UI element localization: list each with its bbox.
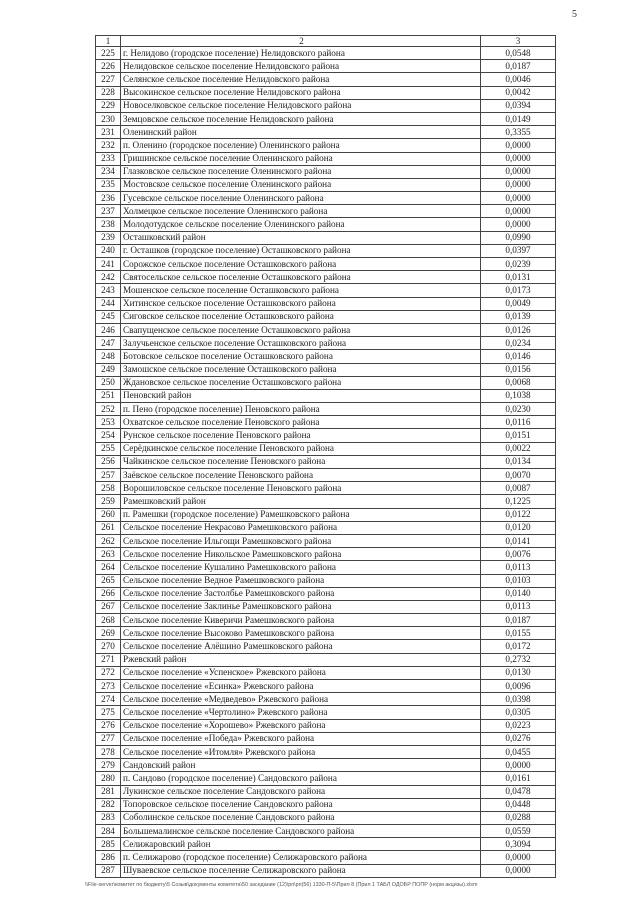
coefficient-cell: 0,0149 bbox=[481, 112, 556, 125]
table-row bbox=[96, 495, 556, 508]
settlement-name-cell: Сельское поселение «Есинка» Ржевского района bbox=[121, 680, 481, 693]
row-number-cell: 279 bbox=[96, 759, 121, 772]
column-header: 1 bbox=[96, 36, 121, 47]
coefficient-cell: 0,0000 bbox=[481, 851, 556, 864]
row-number-cell: 258 bbox=[96, 482, 121, 495]
table-row bbox=[96, 337, 556, 350]
coefficient-cell: 0,0000 bbox=[481, 864, 556, 877]
table-row bbox=[96, 482, 556, 495]
settlement-name-cell: Пеновский район bbox=[121, 389, 481, 402]
table-row bbox=[96, 653, 556, 666]
coefficient-cell: 0,0122 bbox=[481, 508, 556, 521]
settlement-name-cell: Шуваевское сельское поселение Селижаровского района bbox=[121, 864, 481, 877]
coefficient-cell: 0,0131 bbox=[481, 271, 556, 284]
coefficient-cell: 0,0156 bbox=[481, 363, 556, 376]
row-number-cell: 257 bbox=[96, 469, 121, 482]
table-row bbox=[96, 47, 556, 60]
coefficient-cell: 0,0000 bbox=[481, 759, 556, 772]
coefficient-cell: 0,0548 bbox=[481, 47, 556, 60]
table-row bbox=[96, 442, 556, 455]
settlement-name-cell: Высокинское сельское поселение Нелидовского района bbox=[121, 86, 481, 99]
row-number-cell: 254 bbox=[96, 429, 121, 442]
coefficient-cell: 0,0070 bbox=[481, 469, 556, 482]
settlement-name-cell: Сельское поселение «Итомля» Ржевского района bbox=[121, 745, 481, 758]
coefficient-cell: 0,0187 bbox=[481, 614, 556, 627]
coefficient-cell: 0,0068 bbox=[481, 376, 556, 389]
settlement-name-cell: Сельское поселение Кушалино Рамешковского района bbox=[121, 561, 481, 574]
coefficient-cell: 0,0161 bbox=[481, 772, 556, 785]
table-row bbox=[96, 60, 556, 73]
settlement-name-cell: Хитинское сельское поселение Осташковского района bbox=[121, 297, 481, 310]
table-row bbox=[96, 732, 556, 745]
row-number-cell: 266 bbox=[96, 587, 121, 600]
coefficient-cell: 0,0394 bbox=[481, 99, 556, 112]
row-number-cell: 225 bbox=[96, 47, 121, 60]
row-number-cell: 239 bbox=[96, 231, 121, 244]
row-number-cell: 282 bbox=[96, 798, 121, 811]
row-number-cell: 287 bbox=[96, 864, 121, 877]
table-row bbox=[96, 139, 556, 152]
coefficient-cell: 0,0151 bbox=[481, 429, 556, 442]
table-row bbox=[96, 284, 556, 297]
table-row bbox=[96, 680, 556, 693]
coefficient-cell: 0,0455 bbox=[481, 745, 556, 758]
settlement-name-cell: Замошское сельское поселение Осташковского района bbox=[121, 363, 481, 376]
row-number-cell: 277 bbox=[96, 732, 121, 745]
settlement-name-cell: п. Оленино (городское поселение) Оленинского района bbox=[121, 139, 481, 152]
row-number-cell: 262 bbox=[96, 534, 121, 547]
table-row bbox=[96, 363, 556, 376]
column-header: 2 bbox=[121, 36, 481, 47]
settlement-name-cell: Сельское поселение Ведное Рамешковского района bbox=[121, 574, 481, 587]
table-row bbox=[96, 693, 556, 706]
row-number-cell: 261 bbox=[96, 521, 121, 534]
table-row bbox=[96, 508, 556, 521]
settlement-name-cell: Серёдкинское сельское поселение Пеновского района bbox=[121, 442, 481, 455]
row-number-cell: 283 bbox=[96, 811, 121, 824]
settlement-name-cell: п. Пено (городское поселение) Пеновского района bbox=[121, 403, 481, 416]
settlement-name-cell: п. Сандово (городское поселение) Сандовского района bbox=[121, 772, 481, 785]
settlement-name-cell: Святосельское сельское поселение Осташковского района bbox=[121, 271, 481, 284]
coefficient-cell: 0,0187 bbox=[481, 60, 556, 73]
coefficient-cell: 0,0000 bbox=[481, 205, 556, 218]
coefficient-cell: 0,0126 bbox=[481, 323, 556, 336]
coefficient-cell: 0,0223 bbox=[481, 719, 556, 732]
table-row bbox=[96, 403, 556, 416]
settlement-name-cell: Земцовское сельское поселение Нелидовского района bbox=[121, 112, 481, 125]
table-row bbox=[96, 231, 556, 244]
row-number-cell: 233 bbox=[96, 152, 121, 165]
settlement-name-cell: Нелидовское сельское поселение Нелидовского района bbox=[121, 60, 481, 73]
coefficient-cell: 0,0113 bbox=[481, 600, 556, 613]
settlement-name-cell: Залучьенское сельское поселение Осташковского района bbox=[121, 337, 481, 350]
row-number-cell: 280 bbox=[96, 772, 121, 785]
settlement-name-cell: Сельское поселение Киверичи Рамешковского района bbox=[121, 614, 481, 627]
coefficient-cell: 0,0046 bbox=[481, 73, 556, 86]
row-number-cell: 232 bbox=[96, 139, 121, 152]
coefficient-cell: 0,0049 bbox=[481, 297, 556, 310]
row-number-cell: 275 bbox=[96, 706, 121, 719]
table-row bbox=[96, 561, 556, 574]
settlement-name-cell: Сельское поселение Никольское Рамешковского района bbox=[121, 548, 481, 561]
table-row bbox=[96, 825, 556, 838]
settlement-name-cell: Осташковский район bbox=[121, 231, 481, 244]
row-number-cell: 265 bbox=[96, 574, 121, 587]
settlement-name-cell: Ржевский район bbox=[121, 653, 481, 666]
row-number-cell: 248 bbox=[96, 350, 121, 363]
settlement-name-cell: Новоселковское сельское поселение Нелидовского района bbox=[121, 99, 481, 112]
settlement-name-cell: Гришинское сельское поселение Оленинского района bbox=[121, 152, 481, 165]
row-number-cell: 270 bbox=[96, 640, 121, 653]
table-row bbox=[96, 205, 556, 218]
row-number-cell: 269 bbox=[96, 627, 121, 640]
settlement-name-cell: Заёвское сельское поселение Пеновского района bbox=[121, 469, 481, 482]
table-row bbox=[96, 244, 556, 257]
table-row bbox=[96, 469, 556, 482]
row-number-cell: 286 bbox=[96, 851, 121, 864]
settlement-name-cell: Ворошиловское сельское поселение Пеновского района bbox=[121, 482, 481, 495]
coefficient-cell: 0,0559 bbox=[481, 825, 556, 838]
settlement-name-cell: Ботовское сельское поселение Осташковского района bbox=[121, 350, 481, 363]
row-number-cell: 278 bbox=[96, 745, 121, 758]
coefficient-cell: 0,0134 bbox=[481, 455, 556, 468]
coefficient-cell: 0,0116 bbox=[481, 416, 556, 429]
data-table bbox=[95, 35, 556, 878]
page-number: 5 bbox=[572, 9, 577, 20]
table-row bbox=[96, 851, 556, 864]
settlement-name-cell: Сельское поселение «Успенское» Ржевского района bbox=[121, 666, 481, 679]
settlement-name-cell: Рунское сельское поселение Пеновского района bbox=[121, 429, 481, 442]
table-row bbox=[96, 192, 556, 205]
table-row bbox=[96, 706, 556, 719]
settlement-name-cell: Сорожское сельское поселение Осташковского района bbox=[121, 258, 481, 271]
row-number-cell: 274 bbox=[96, 693, 121, 706]
coefficient-cell: 0,0000 bbox=[481, 152, 556, 165]
coefficient-cell: 0,0141 bbox=[481, 534, 556, 547]
row-number-cell: 272 bbox=[96, 666, 121, 679]
row-number-cell: 247 bbox=[96, 337, 121, 350]
row-number-cell: 260 bbox=[96, 508, 121, 521]
table-row bbox=[96, 785, 556, 798]
settlement-name-cell: Лукинское сельское поселение Сандовского района bbox=[121, 785, 481, 798]
row-number-cell: 285 bbox=[96, 838, 121, 851]
table-row bbox=[96, 798, 556, 811]
table-row bbox=[96, 73, 556, 86]
settlement-name-cell: Селижаровский район bbox=[121, 838, 481, 851]
row-number-cell: 242 bbox=[96, 271, 121, 284]
table-row bbox=[96, 86, 556, 99]
settlement-name-cell: Гусевское сельское поселение Оленинского района bbox=[121, 192, 481, 205]
table-row bbox=[96, 218, 556, 231]
coefficient-cell: 0,0000 bbox=[481, 192, 556, 205]
row-number-cell: 240 bbox=[96, 244, 121, 257]
table-row bbox=[96, 376, 556, 389]
table-row bbox=[96, 864, 556, 877]
row-number-cell: 246 bbox=[96, 323, 121, 336]
row-number-cell: 256 bbox=[96, 455, 121, 468]
coefficient-cell: 0,3094 bbox=[481, 838, 556, 851]
table-row bbox=[96, 627, 556, 640]
table-row bbox=[96, 258, 556, 271]
table-row bbox=[96, 521, 556, 534]
settlement-name-cell: Сельское поселение Заклинье Рамешковского района bbox=[121, 600, 481, 613]
coefficient-cell: 0,0230 bbox=[481, 403, 556, 416]
table-row bbox=[96, 271, 556, 284]
settlement-name-cell: Глазковское сельское поселение Оленинского района bbox=[121, 165, 481, 178]
table-row bbox=[96, 574, 556, 587]
coefficient-cell: 0,0172 bbox=[481, 640, 556, 653]
table-header-row bbox=[96, 36, 556, 47]
row-number-cell: 236 bbox=[96, 192, 121, 205]
table-row bbox=[96, 455, 556, 468]
row-number-cell: 264 bbox=[96, 561, 121, 574]
settlement-name-cell: Сельское поселение Застолбье Рамешковского района bbox=[121, 587, 481, 600]
settlement-name-cell: Сельское поселение Алёшино Рамешковского района bbox=[121, 640, 481, 653]
table-row bbox=[96, 389, 556, 402]
table-row bbox=[96, 429, 556, 442]
settlement-name-cell: Охватское сельское поселение Пеновского района bbox=[121, 416, 481, 429]
settlement-name-cell: Мостовское сельское поселение Оленинского района bbox=[121, 178, 481, 191]
coefficient-cell: 0,0173 bbox=[481, 284, 556, 297]
table-row bbox=[96, 772, 556, 785]
settlement-name-cell: Топоровское сельское поселение Сандовского района bbox=[121, 798, 481, 811]
table-row bbox=[96, 99, 556, 112]
row-number-cell: 281 bbox=[96, 785, 121, 798]
row-number-cell: 231 bbox=[96, 126, 121, 139]
table-row bbox=[96, 666, 556, 679]
row-number-cell: 228 bbox=[96, 86, 121, 99]
row-number-cell: 235 bbox=[96, 178, 121, 191]
row-number-cell: 249 bbox=[96, 363, 121, 376]
coefficient-cell: 0,0022 bbox=[481, 442, 556, 455]
settlement-name-cell: Сельское поселение Ильгощи Рамешковского района bbox=[121, 534, 481, 547]
row-number-cell: 259 bbox=[96, 495, 121, 508]
row-number-cell: 241 bbox=[96, 258, 121, 271]
coefficient-cell: 0,0478 bbox=[481, 785, 556, 798]
coefficient-cell: 0,0276 bbox=[481, 732, 556, 745]
row-number-cell: 253 bbox=[96, 416, 121, 429]
row-number-cell: 238 bbox=[96, 218, 121, 231]
coefficient-cell: 0,0448 bbox=[481, 798, 556, 811]
coefficient-cell: 0,0103 bbox=[481, 574, 556, 587]
table-row bbox=[96, 745, 556, 758]
coefficient-cell: 0,0305 bbox=[481, 706, 556, 719]
settlement-name-cell: Мошенское сельское поселение Осташковского района bbox=[121, 284, 481, 297]
settlement-name-cell: Сиговское сельское поселение Осташковского района bbox=[121, 310, 481, 323]
row-number-cell: 268 bbox=[96, 614, 121, 627]
coefficient-cell: 0,1038 bbox=[481, 389, 556, 402]
table-row bbox=[96, 614, 556, 627]
column-header: 3 bbox=[481, 36, 556, 47]
settlement-name-cell: Молодотудское сельское поселение Оленинского района bbox=[121, 218, 481, 231]
table-row bbox=[96, 600, 556, 613]
coefficient-cell: 0,0000 bbox=[481, 165, 556, 178]
coefficient-cell: 0,0000 bbox=[481, 218, 556, 231]
coefficient-cell: 0,3355 bbox=[481, 126, 556, 139]
coefficient-cell: 0,0139 bbox=[481, 310, 556, 323]
coefficient-cell: 0,0096 bbox=[481, 680, 556, 693]
table-row bbox=[96, 534, 556, 547]
table-row bbox=[96, 297, 556, 310]
row-number-cell: 276 bbox=[96, 719, 121, 732]
row-number-cell: 284 bbox=[96, 825, 121, 838]
row-number-cell: 227 bbox=[96, 73, 121, 86]
row-number-cell: 255 bbox=[96, 442, 121, 455]
settlement-name-cell: Сельское поселение «Чертолино» Ржевского района bbox=[121, 706, 481, 719]
coefficient-cell: 0,0087 bbox=[481, 482, 556, 495]
settlement-name-cell: Ждановское сельское поселение Осташковского района bbox=[121, 376, 481, 389]
table-row bbox=[96, 416, 556, 429]
settlement-name-cell: Сельское поселение «Победа» Ржевского района bbox=[121, 732, 481, 745]
coefficient-cell: 0,0288 bbox=[481, 811, 556, 824]
coefficient-cell: 0,0140 bbox=[481, 587, 556, 600]
settlement-name-cell: Холмецкое сельское поселение Оленинского района bbox=[121, 205, 481, 218]
file-path-footer: \\File-server\комитет по бюджету\5 Созыв\документы комитета\50 заседание (12)\рп\рп(56) 1330-П-5\Прил 8 (Прил 1 ТАБЛ ОДОБР ПОПР (норм акцизы).xlsm bbox=[85, 882, 478, 888]
settlement-name-cell: Чайкинское сельское поселение Пеновского района bbox=[121, 455, 481, 468]
row-number-cell: 250 bbox=[96, 376, 121, 389]
settlement-name-cell: Оленинский район bbox=[121, 126, 481, 139]
table-row bbox=[96, 759, 556, 772]
settlement-name-cell: Сандовский район bbox=[121, 759, 481, 772]
row-number-cell: 226 bbox=[96, 60, 121, 73]
table-row bbox=[96, 165, 556, 178]
coefficient-cell: 0,2732 bbox=[481, 653, 556, 666]
settlement-name-cell: Сельское поселение Высоково Рамешковского района bbox=[121, 627, 481, 640]
row-number-cell: 252 bbox=[96, 403, 121, 416]
coefficient-cell: 0,0000 bbox=[481, 139, 556, 152]
table-row bbox=[96, 178, 556, 191]
settlement-name-cell: Сельское поселение Некрасово Рамешковского района bbox=[121, 521, 481, 534]
table-row bbox=[96, 838, 556, 851]
row-number-cell: 237 bbox=[96, 205, 121, 218]
coefficient-cell: 0,0076 bbox=[481, 548, 556, 561]
coefficient-cell: 0,0234 bbox=[481, 337, 556, 350]
coefficient-cell: 0,0042 bbox=[481, 86, 556, 99]
row-number-cell: 234 bbox=[96, 165, 121, 178]
table-row bbox=[96, 112, 556, 125]
settlement-name-cell: Сельское поселение «Хорошево» Ржевского района bbox=[121, 719, 481, 732]
coefficient-cell: 0,0130 bbox=[481, 666, 556, 679]
table-row bbox=[96, 152, 556, 165]
settlement-name-cell: Сельское поселение «Медведево» Ржевского района bbox=[121, 693, 481, 706]
coefficient-cell: 0,0120 bbox=[481, 521, 556, 534]
row-number-cell: 229 bbox=[96, 99, 121, 112]
coefficient-cell: 0,0113 bbox=[481, 561, 556, 574]
settlement-name-cell: г. Нелидово (городское поселение) Нелидовского района bbox=[121, 47, 481, 60]
settlement-name-cell: Большемалинское сельское поселение Сандовского района bbox=[121, 825, 481, 838]
coefficient-cell: 0,0146 bbox=[481, 350, 556, 363]
table-body bbox=[96, 47, 556, 878]
settlement-name-cell: п. Рамешки (городское поселение) Рамешковского района bbox=[121, 508, 481, 521]
table-row bbox=[96, 719, 556, 732]
coefficient-cell: 0,0398 bbox=[481, 693, 556, 706]
settlement-name-cell: Свапущенское сельское поселение Осташковского района bbox=[121, 323, 481, 336]
row-number-cell: 273 bbox=[96, 680, 121, 693]
settlement-name-cell: п. Селижарово (городское поселение) Селижаровского района bbox=[121, 851, 481, 864]
settlement-name-cell: Соболинское сельское поселение Сандовского района bbox=[121, 811, 481, 824]
table-row bbox=[96, 126, 556, 139]
table-row bbox=[96, 310, 556, 323]
table-row bbox=[96, 323, 556, 336]
coefficient-cell: 0,0155 bbox=[481, 627, 556, 640]
coefficient-cell: 0,0239 bbox=[481, 258, 556, 271]
row-number-cell: 245 bbox=[96, 310, 121, 323]
row-number-cell: 271 bbox=[96, 653, 121, 666]
row-number-cell: 263 bbox=[96, 548, 121, 561]
table-row bbox=[96, 811, 556, 824]
table-row bbox=[96, 640, 556, 653]
settlement-name-cell: г. Осташков (городское поселение) Осташковского района bbox=[121, 244, 481, 257]
table-row bbox=[96, 548, 556, 561]
row-number-cell: 267 bbox=[96, 600, 121, 613]
row-number-cell: 244 bbox=[96, 297, 121, 310]
row-number-cell: 243 bbox=[96, 284, 121, 297]
row-number-cell: 251 bbox=[96, 389, 121, 402]
row-number-cell: 230 bbox=[96, 112, 121, 125]
coefficient-cell: 0,1225 bbox=[481, 495, 556, 508]
table-row bbox=[96, 350, 556, 363]
coefficient-cell: 0,0000 bbox=[481, 178, 556, 191]
coefficient-cell: 0,0397 bbox=[481, 244, 556, 257]
settlement-name-cell: Рамешковский район bbox=[121, 495, 481, 508]
settlement-name-cell: Селянское сельское поселение Нелидовского района bbox=[121, 73, 481, 86]
coefficient-cell: 0,0990 bbox=[481, 231, 556, 244]
table-row bbox=[96, 587, 556, 600]
